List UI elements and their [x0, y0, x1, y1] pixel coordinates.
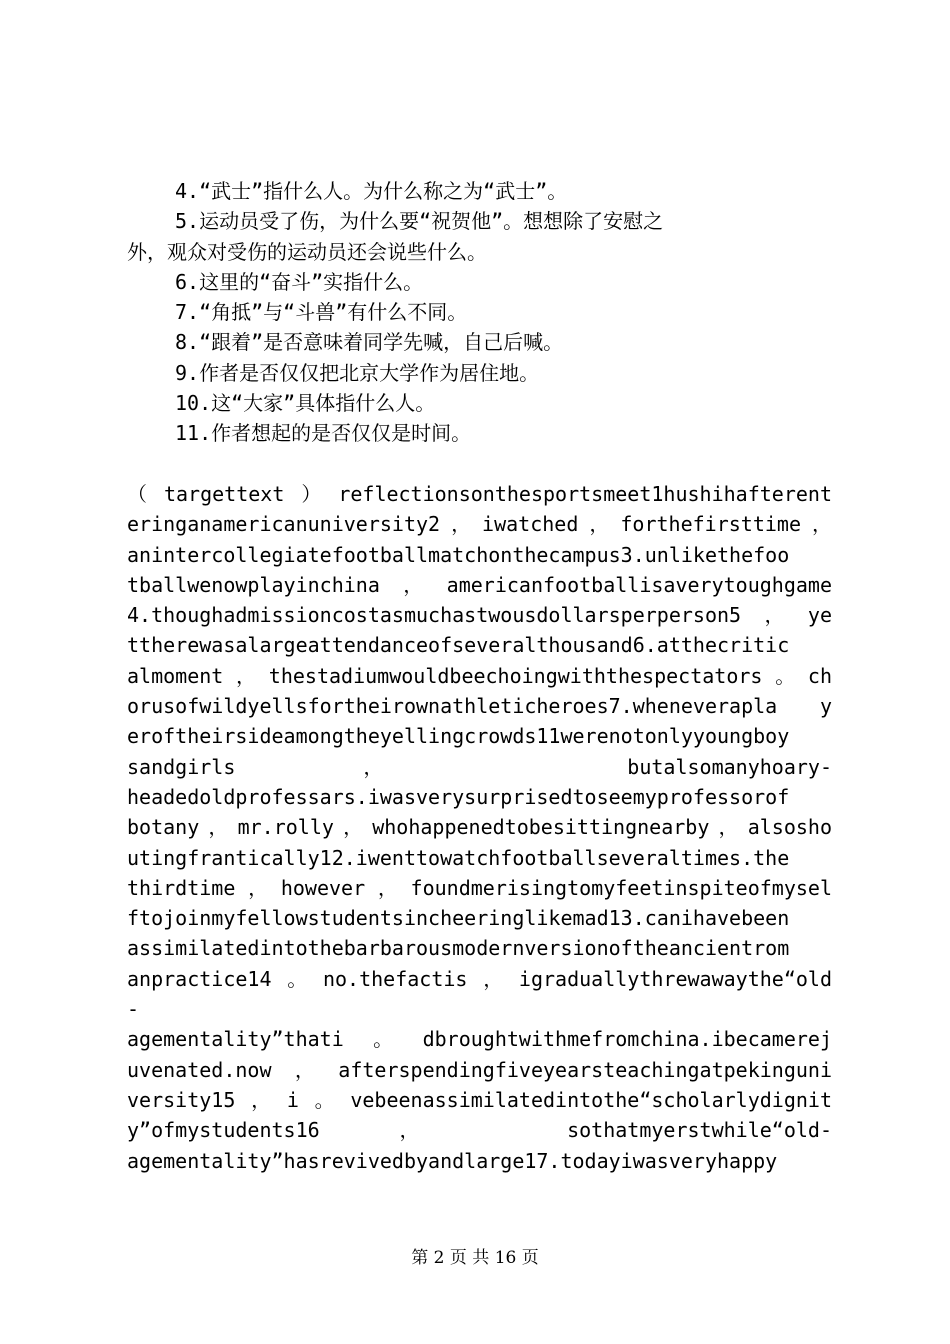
body-line: headedoldprofessars.iwasverysurprisedtoseemyprofessorof	[127, 784, 790, 809]
body-line: tballwenowplayinchina，americanfootballisaverytoughgame	[127, 572, 832, 597]
question-8: 8.“跟着”是否意味着同学先喊，自己后喊。	[175, 330, 564, 355]
body-line: ttherewasalargeattendanceofseveralthousand6.atthecritic	[127, 633, 790, 658]
body-line: versity15，i。vebeenassimilatedintothe“scholarlydignit	[127, 1087, 832, 1112]
question-6: 6.这里的“奋斗”实指什么。	[175, 269, 424, 294]
body-line: sandgirls ， butalsomanyhoary-	[127, 754, 832, 779]
question-4: 4.“武士”指什么人。为什么称之为“武士”。	[175, 179, 568, 203]
body-line: agementality”hasrevivedbyandlarge17.todayiwasveryhappy	[127, 1148, 778, 1173]
question-5-continued: 外，观众对受伤的运动员还会说些什么。	[127, 239, 487, 264]
body-line: almoment，thestadiumwouldbeechoingwiththespectators。ch	[127, 663, 832, 688]
question-7: 7.“角抵”与“斗兽”有什么不同。	[175, 300, 468, 325]
body-line: anintercollegiatefootballmatchonthecampus3.unlikethefoo	[127, 542, 790, 567]
question-5: 5.运动员受了伤，为什么要“祝贺他”。想想除了安慰之	[175, 209, 664, 234]
body-line: agementality”thati。dbroughtwithmefromchina.ibecamerej	[127, 1027, 832, 1052]
question-10: 10.这“大家”具体指什么人。	[175, 391, 436, 416]
question-9: 9.作者是否仅仅把北京大学作为居住地。	[175, 360, 540, 385]
body-line: orusofwildyellsfortheirownathleticheroes7.wheneverapla y	[127, 694, 832, 719]
body-line: eringanamericanuniversity2，iwatched，forthefirsttime，	[127, 512, 832, 537]
body-line: botany，mr.rolly，whohappenedtobesittingnearby，alsosho	[127, 815, 832, 840]
body-line: （targettext）reflectionsonthesportsmeet1hushihafterent	[127, 481, 832, 506]
body-line: -	[127, 997, 140, 1022]
body-line: y”ofmystudents16 ， sothatmyerstwhile“old-	[127, 1118, 832, 1143]
body-line: ftojoinmyfellowstudentsincheeringlikemad13.canihavebeen	[127, 906, 790, 931]
page-footer: 第 2 页 共 16 页	[411, 1248, 539, 1268]
body-line: eroftheirsideamongtheyellingcrowds11werenotonlyyoungboy	[127, 724, 790, 749]
page-content	[127, 176, 832, 1176]
section-heading	[127, 449, 832, 479]
body-line: assimilatedintothebarbarousmodernversionoftheancientrom	[127, 936, 790, 961]
body-line: anpractice14。no.thefactis，igraduallythrewawaythe“old	[127, 966, 832, 991]
body-line: thirdtime，however，foundmerisingtomyfeetinspiteofmysel	[127, 875, 832, 900]
question-11: 11.作者想起的是否仅仅是时间。	[175, 421, 472, 446]
body-line: utingfrantically12.iwenttowatchfootballseveraltimes.the	[127, 845, 790, 870]
body-line: uvenated.now，afterspendingfiveyearsteachingatpekinguni	[127, 1057, 832, 1082]
body-line: 4.thoughadmissioncostasmuchastwousdollarsperperson5，ye	[127, 603, 832, 628]
